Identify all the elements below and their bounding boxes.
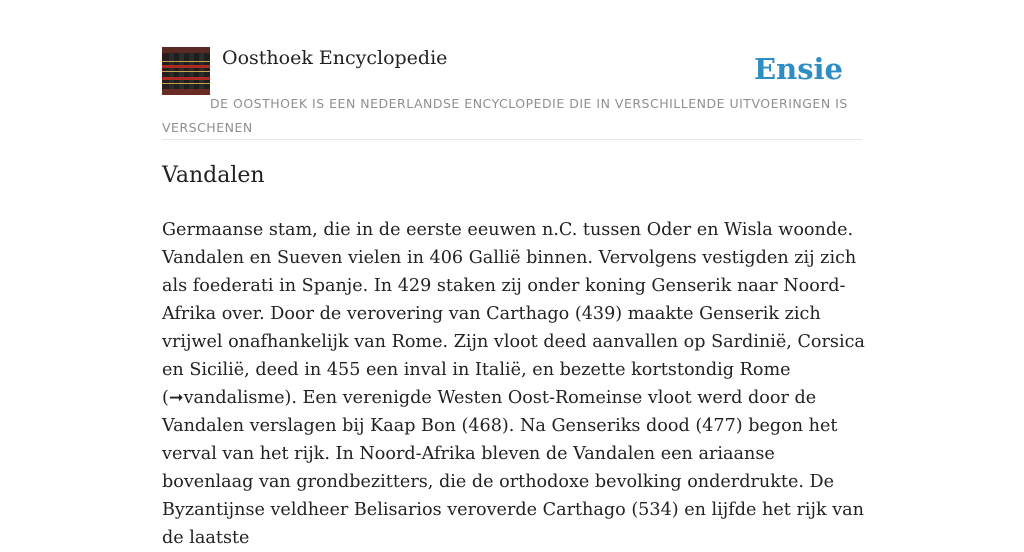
ensie-logo-link[interactable]: Ensie [754, 52, 843, 86]
books-icon [162, 47, 210, 95]
article-title: Vandalen [162, 163, 265, 188]
encyclopedia-avatar[interactable] [162, 47, 210, 95]
site-header [162, 46, 862, 140]
site-tagline: DE OOSTHOEK IS EEN NEDERLANDSE ENCYCLOPEDIE DIE IN VERSCHILLENDE UITVOERINGEN IS VERSCHENEN [162, 96, 848, 135]
article-body: Germaanse stam, die in de eerste eeuwen n.C. tussen Oder en Wisla woonde. Vandalen en Sueven vielen in 406 Gallië binnen. Vervolgens vestigden zij zich als foederati in Spanje. In 429 staken zij onder koning Genserik naar Noord-Afrika over. Door de verovering van Carthago (439) maakte Genserik zich vrijwel onafhankelijk van Rome. Zijn vloot deed aanvallen op Sardinië, Corsica en Sicilië, deed in 455 een inval in Italië, en bezette kortstondig Rome (➞vandalisme). Een verenigde Westen Oost-Romeinse vloot werd door de Vandalen verslagen bij Kaap Bon (468). Na Genseriks dood (477) begon het verval van het rijk. In Noord-Afrika bleven de Vandalen een ariaanse bovenlaag van grondbezitters, die de orthodoxe bevolking onderdrukte. De Byzantijnse veldheer Belisarios veroverde Carthago (534) en lijfde het rijk van de laatste [162, 220, 865, 548]
site-name[interactable]: Oosthoek Encyclopedie [222, 47, 448, 69]
